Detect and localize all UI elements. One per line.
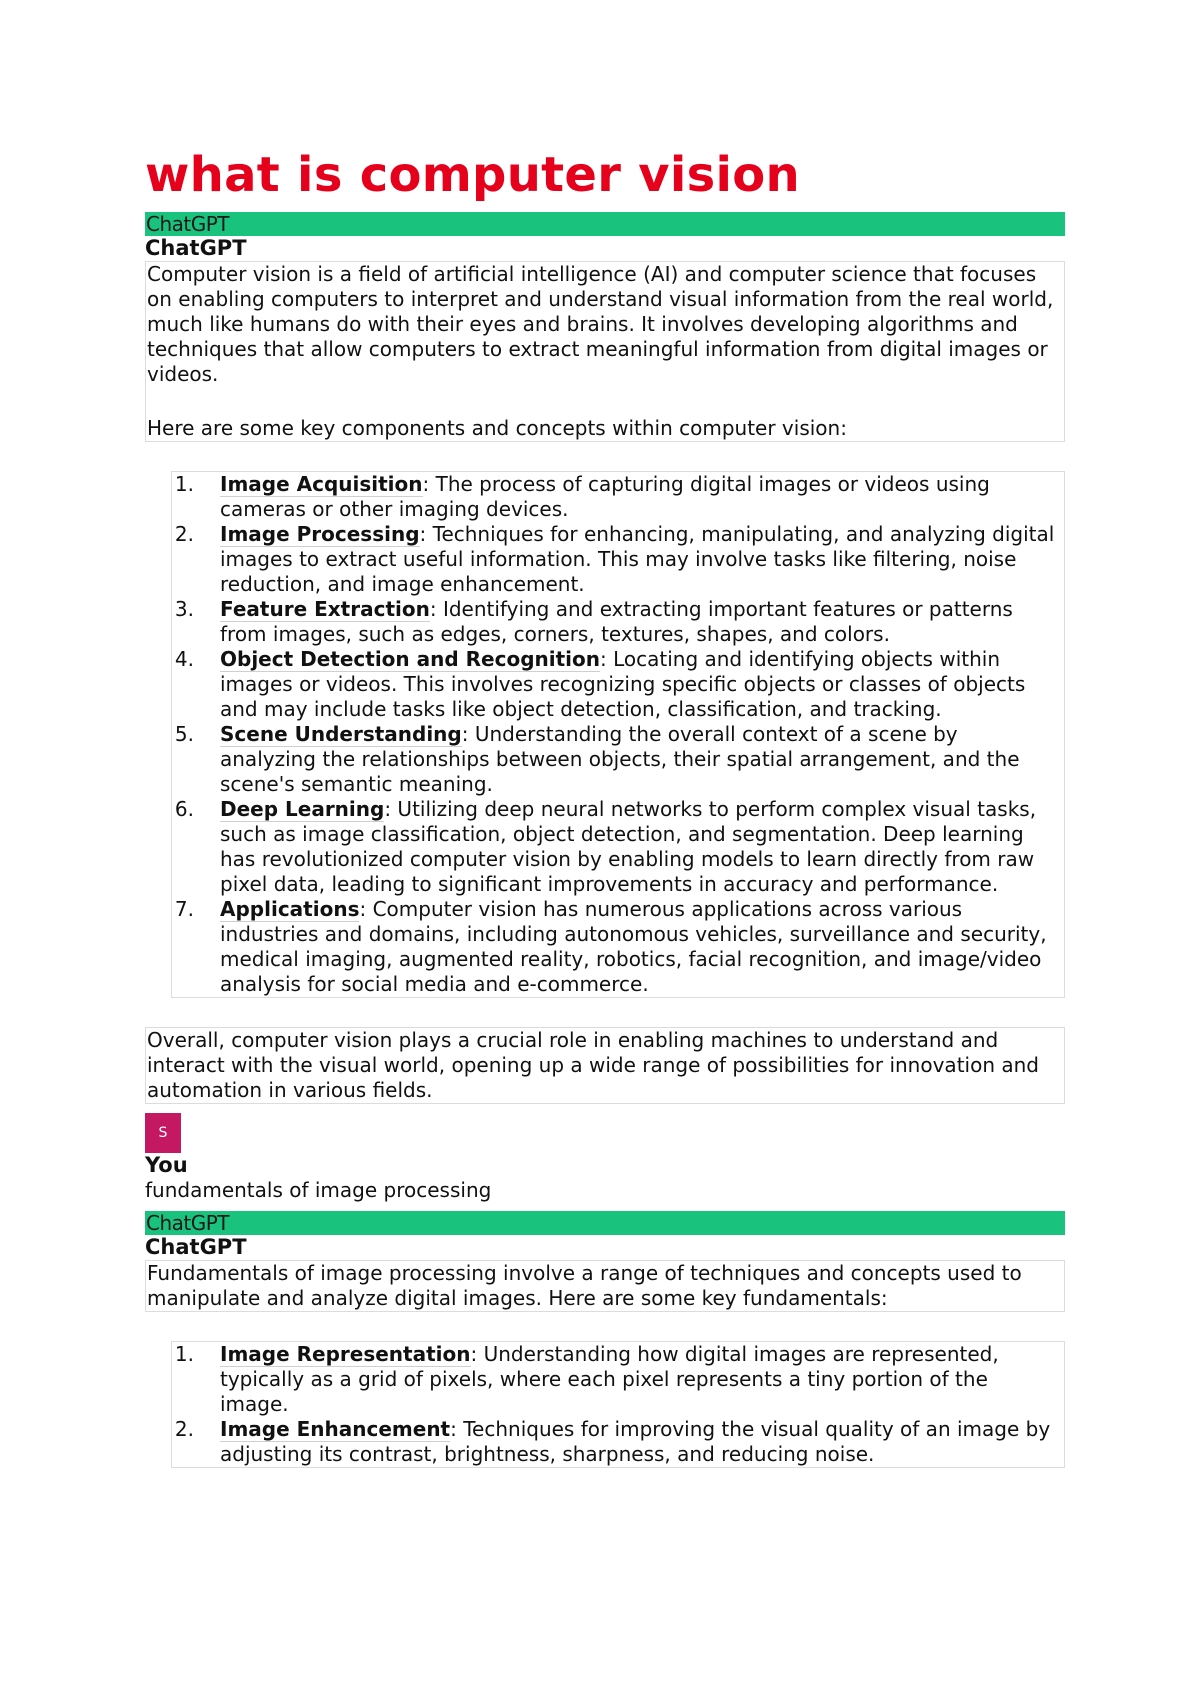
list-term: Applications	[220, 897, 360, 921]
components-list-block	[171, 471, 1065, 998]
list-item	[172, 1417, 1058, 1467]
list-item	[172, 722, 1058, 797]
list-text: : Techniques for improving the visual quality of an image by adjusting its contrast, brightness, sharpness, and reducing noise.	[220, 1417, 1051, 1466]
user-avatar	[145, 1113, 181, 1153]
list-text: : Techniques for enhancing, manipulating, and analyzing digital images to extract useful information. This may involve tasks like filtering, noise reduction, and image enhancement.	[220, 522, 1055, 596]
list-number: 6.	[174, 797, 194, 821]
intro-paragraph-2: Fundamentals of image processing involve a range of techniques and concepts used to manipulate and analyze digital images. Here are some key fundamentals:	[147, 1261, 1022, 1310]
list-term: Image Representation	[220, 1342, 471, 1366]
list-number: 4.	[174, 647, 194, 671]
intro-lead-in: Here are some key components and concepts within computer vision:	[147, 416, 847, 440]
list-number: 1.	[174, 1342, 194, 1366]
fundamentals-list	[172, 1342, 1058, 1467]
list-number: 2.	[174, 522, 194, 546]
list-text: : The process of capturing digital images or videos using cameras or other imaging devices.	[220, 472, 990, 521]
list-item	[172, 522, 1058, 597]
list-item	[172, 597, 1058, 647]
assistant-speaker-name-2: ChatGPT	[145, 1235, 247, 1259]
assistant-intro-block	[145, 261, 1065, 442]
user-speaker-name: You	[145, 1153, 188, 1177]
avatar-initial: S	[158, 1125, 168, 1141]
list-term: Feature Extraction	[220, 597, 430, 621]
assistant-header-bar	[145, 212, 1065, 236]
assistant-header-bar-2	[145, 1211, 1065, 1235]
list-item	[172, 1342, 1058, 1417]
user-message: fundamentals of image processing	[145, 1178, 492, 1202]
list-term: Scene Understanding	[220, 722, 462, 746]
components-list	[172, 472, 1058, 997]
document-title: what is computer vision	[145, 147, 800, 203]
list-item	[172, 797, 1058, 897]
list-number: 7.	[174, 897, 194, 921]
list-term: Image Acquisition	[220, 472, 423, 496]
list-number: 1.	[174, 472, 194, 496]
list-text: : Understanding the overall context of a scene by analyzing the relationships between objects, their spatial arrangement, and the scene's semantic meaning.	[220, 722, 1020, 796]
assistant-bar-label: ChatGPT	[146, 1211, 230, 1235]
list-text: : Identifying and extracting important features or patterns from images, such as edges, corners, textures, shapes, and colors.	[220, 597, 1013, 646]
conclusion-block	[145, 1027, 1065, 1104]
list-text: : Utilizing deep neural networks to perform complex visual tasks, such as image classification, object detection, and segmentation. Deep learning has revolutionized computer vision by enabling models to learn directly from raw pixel data, leading to significant improvements in accuracy and performance.	[220, 797, 1037, 896]
list-text: : Locating and identifying objects within images or videos. This involves recognizing specific objects or classes of objects and may include tasks like object detection, classification, and tracking.	[220, 647, 1026, 721]
list-item	[172, 647, 1058, 722]
assistant-intro-block-2	[145, 1260, 1065, 1312]
list-term: Image Enhancement	[220, 1417, 451, 1441]
list-text: : Computer vision has numerous applications across various industries and domains, including autonomous vehicles, surveillance and security, medical imaging, augmented reality, robotics, facial recognition, and image/video analysis for social media and e-commerce.	[220, 897, 1047, 996]
list-text: : Understanding how digital images are represented, typically as a grid of pixels, where each pixel represents a tiny portion of the image.	[220, 1342, 999, 1416]
assistant-speaker-name: ChatGPT	[145, 236, 247, 260]
list-item	[172, 472, 1058, 522]
list-number: 3.	[174, 597, 194, 621]
fundamentals-list-block	[171, 1341, 1065, 1468]
list-term: Object Detection and Recognition	[220, 647, 600, 671]
list-term: Deep Learning	[220, 797, 385, 821]
list-item	[172, 897, 1058, 997]
assistant-bar-label: ChatGPT	[146, 212, 230, 236]
list-number: 5.	[174, 722, 194, 746]
conclusion-paragraph: Overall, computer vision plays a crucial role in enabling machines to understand and interact with the visual world, opening up a wide range of possibilities for innovation and automation in various fields.	[147, 1028, 1039, 1102]
document-page	[145, 140, 1065, 1468]
list-number: 2.	[174, 1417, 194, 1441]
intro-paragraph: Computer vision is a field of artificial intelligence (AI) and computer science that focuses on enabling computers to interpret and understand visual information from the real world, much like humans do with their eyes and brains. It involves developing algorithms and techniques that allow computers to extract meaningful information from digital images or videos.	[147, 262, 1054, 386]
list-term: Image Processing	[220, 522, 420, 546]
